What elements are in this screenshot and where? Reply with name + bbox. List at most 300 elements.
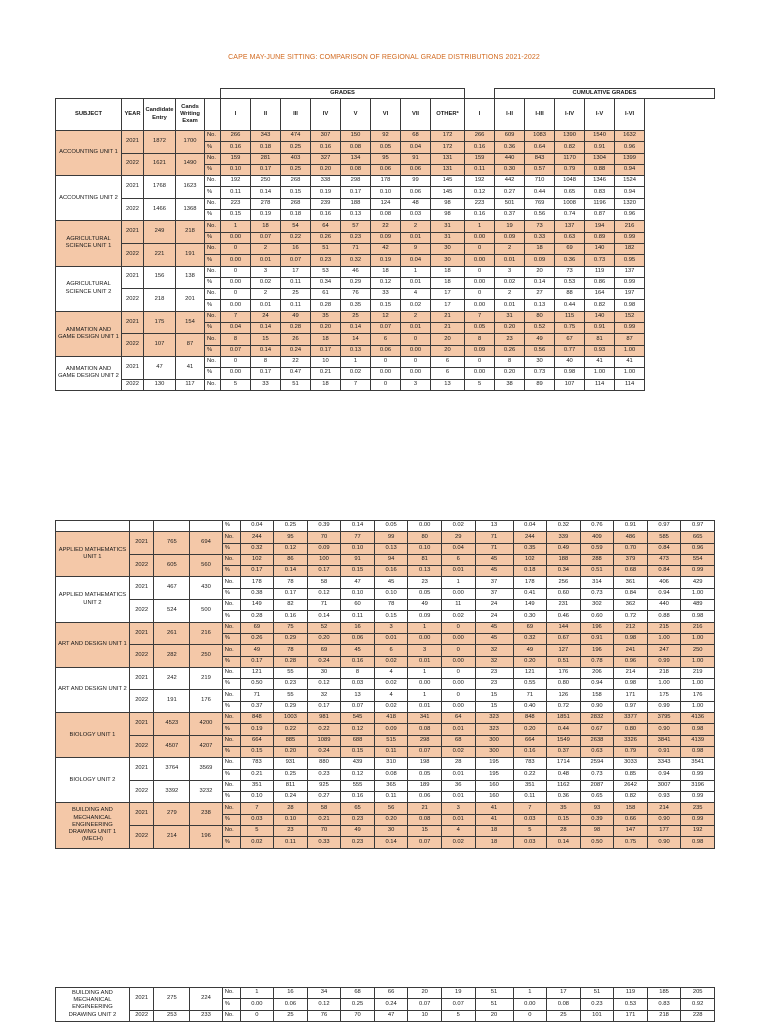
value-cell: 58 xyxy=(307,803,341,814)
value-cell: 0.29 xyxy=(274,633,308,644)
table-row xyxy=(56,243,715,254)
value-cell: 0.15 xyxy=(281,187,311,198)
value-cell: 300 xyxy=(475,735,513,746)
value-cell: 71 xyxy=(341,243,371,254)
value-cell: 0.98 xyxy=(681,724,715,735)
value-cell: 0.15 xyxy=(221,210,251,221)
value-cell: 0.20 xyxy=(495,323,525,334)
value-cell: 0.00 xyxy=(408,521,442,532)
value-cell: 3326 xyxy=(614,735,648,746)
row-label: No. xyxy=(205,356,221,367)
value-cell: 2832 xyxy=(580,713,614,724)
value-cell: 0.17 xyxy=(341,187,371,198)
value-cell: 0.08 xyxy=(408,814,442,825)
value-cell: 0.94 xyxy=(580,679,614,690)
value-cell: 41 xyxy=(475,803,513,814)
value-cell: 18 xyxy=(525,243,555,254)
table-row xyxy=(56,758,715,769)
value-cell: 250 xyxy=(251,176,281,187)
row-label: % xyxy=(222,746,240,757)
value-cell: 49 xyxy=(513,645,547,656)
value-cell: 268 xyxy=(281,198,311,209)
value-cell: 0.08 xyxy=(408,724,442,735)
value-cell: 82 xyxy=(274,600,308,611)
entry-cell: 221 xyxy=(144,243,176,266)
entry-cell: 1621 xyxy=(144,153,176,176)
value-cell: 1399 xyxy=(615,153,645,164)
value-cell: 0.07 xyxy=(341,701,375,712)
value-cell: 0.01 xyxy=(441,792,475,803)
value-cell: 1714 xyxy=(547,758,581,769)
value-cell: 214 xyxy=(614,667,648,678)
value-cell: 1.00 xyxy=(681,588,715,599)
subject-cell: BIOLOGY UNIT 1 xyxy=(56,713,130,758)
value-cell: 0.16 xyxy=(513,746,547,757)
value-cell: 137 xyxy=(555,221,585,232)
writing-cell: 1700 xyxy=(176,131,205,154)
value-cell: 81 xyxy=(585,334,615,345)
value-cell: 0.08 xyxy=(341,142,371,153)
row-label: % xyxy=(222,656,240,667)
value-cell: 0.24 xyxy=(281,345,311,356)
value-cell: 3 xyxy=(441,803,475,814)
value-cell: 1524 xyxy=(615,176,645,187)
value-cell: 0.13 xyxy=(525,300,555,311)
value-cell: 20 xyxy=(431,334,465,345)
value-cell: 0.51 xyxy=(547,656,581,667)
value-cell: 0.94 xyxy=(647,769,681,780)
value-cell: 0.18 xyxy=(251,142,281,153)
writing-cell: 218 xyxy=(176,221,205,244)
value-cell: 288 xyxy=(580,554,614,565)
value-cell: 98 xyxy=(431,210,465,221)
value-cell: 664 xyxy=(240,735,274,746)
value-cell: 65 xyxy=(341,803,375,814)
year-cell: 2022 xyxy=(122,334,144,357)
writing-cell: 1623 xyxy=(176,176,205,199)
header-row xyxy=(56,89,715,99)
row-label: % xyxy=(222,679,240,690)
value-cell: 0.84 xyxy=(647,543,681,554)
value-cell: 71 xyxy=(475,543,513,554)
column-header: I-IV xyxy=(555,99,585,131)
value-cell: 351 xyxy=(513,780,547,791)
column-header: I-III xyxy=(525,99,555,131)
value-cell: 0.24 xyxy=(274,792,308,803)
value-cell: 0.01 xyxy=(408,701,442,712)
value-cell: 55 xyxy=(274,690,308,701)
value-cell: 0.08 xyxy=(547,999,581,1010)
value-cell: 1003 xyxy=(274,713,308,724)
value-cell: 3795 xyxy=(647,713,681,724)
value-cell: 218 xyxy=(647,1010,681,1021)
value-cell: 0.94 xyxy=(615,187,645,198)
value-cell: 1083 xyxy=(525,131,555,142)
value-cell: 99 xyxy=(401,176,431,187)
value-cell: 67 xyxy=(555,334,585,345)
value-cell: 0.48 xyxy=(547,769,581,780)
value-cell: 0.28 xyxy=(311,300,341,311)
writing-cell: 560 xyxy=(190,554,222,577)
entry-cell: 261 xyxy=(154,622,190,645)
value-cell: 0.12 xyxy=(274,543,308,554)
value-cell: 0.90 xyxy=(647,814,681,825)
subject-cell: ANIMATION AND GAME DESIGN UNIT 2 xyxy=(56,356,122,390)
entry-cell: 242 xyxy=(154,667,190,690)
value-cell: 0.11 xyxy=(221,187,251,198)
value-cell: 15 xyxy=(251,334,281,345)
value-cell: 0.44 xyxy=(547,724,581,735)
value-cell: 409 xyxy=(580,532,614,543)
value-cell: 0.24 xyxy=(374,999,408,1010)
value-cell: 0.68 xyxy=(614,566,648,577)
writing-cell: 430 xyxy=(190,577,222,600)
value-cell: 0.91 xyxy=(614,521,648,532)
value-cell: 0.14 xyxy=(374,837,408,848)
value-cell: 0.59 xyxy=(580,543,614,554)
value-cell: 2 xyxy=(401,311,431,322)
value-cell: 0.94 xyxy=(647,588,681,599)
entry-cell: 275 xyxy=(154,988,190,1011)
value-cell: 0.10 xyxy=(341,588,375,599)
value-cell: 1162 xyxy=(547,780,581,791)
subject-cell: BUILDING AND MECHANICAL ENGINEERING DRAWING UNIT 2 xyxy=(56,988,130,1022)
value-cell: 0.07 xyxy=(408,746,442,757)
value-cell: 0.00 xyxy=(465,277,495,288)
year-cell: 2021 xyxy=(129,988,154,1011)
value-cell: 0 xyxy=(401,356,431,367)
value-cell: 196 xyxy=(580,622,614,633)
value-cell: 0.10 xyxy=(374,588,408,599)
value-cell: 0.99 xyxy=(615,323,645,334)
value-cell: 0.00 xyxy=(240,999,274,1010)
value-cell: 0.05 xyxy=(408,769,442,780)
value-cell: 244 xyxy=(240,532,274,543)
value-cell: 0.73 xyxy=(580,588,614,599)
value-cell: 49 xyxy=(408,600,442,611)
value-cell: 91 xyxy=(401,153,431,164)
value-cell: 0.05 xyxy=(408,588,442,599)
value-cell: 0 xyxy=(441,667,475,678)
row-label: % xyxy=(222,701,240,712)
value-cell: 0.57 xyxy=(525,164,555,175)
value-cell: 339 xyxy=(547,532,581,543)
value-cell: 51 xyxy=(311,243,341,254)
value-cell: 1.00 xyxy=(681,656,715,667)
value-cell: 171 xyxy=(614,1010,648,1021)
row-label: No. xyxy=(222,735,240,746)
value-cell: 64 xyxy=(311,221,341,232)
value-cell: 159 xyxy=(221,153,251,164)
row-label: No. xyxy=(222,780,240,791)
value-cell: 5 xyxy=(240,826,274,837)
value-cell: 0.39 xyxy=(307,521,341,532)
value-cell: 1.00 xyxy=(681,701,715,712)
row-label: No. xyxy=(205,311,221,322)
value-cell: 68 xyxy=(441,735,475,746)
value-cell: 0.94 xyxy=(615,164,645,175)
value-cell: 40 xyxy=(555,356,585,367)
row-label: % xyxy=(222,792,240,803)
row-label: No. xyxy=(222,622,240,633)
row-label: No. xyxy=(222,690,240,701)
value-cell: 769 xyxy=(525,198,555,209)
grade-table-3 xyxy=(55,987,715,1022)
row-label: % xyxy=(222,611,240,622)
row-label: % xyxy=(205,368,221,379)
table-row xyxy=(56,1010,715,1021)
value-cell: 0.11 xyxy=(374,792,408,803)
value-cell: 0.13 xyxy=(374,543,408,554)
value-cell: 192 xyxy=(681,826,715,837)
value-cell: 0.82 xyxy=(614,792,648,803)
value-cell: 473 xyxy=(647,554,681,565)
value-cell: 13 xyxy=(475,521,513,532)
value-cell: 0.02 xyxy=(441,837,475,848)
row-label: No. xyxy=(222,758,240,769)
value-cell: 0.56 xyxy=(525,210,555,221)
table-row xyxy=(56,176,715,187)
value-cell: 8 xyxy=(221,334,251,345)
value-cell: 178 xyxy=(240,577,274,588)
value-cell: 0.98 xyxy=(615,300,645,311)
value-cell: 0.56 xyxy=(525,345,555,356)
value-cell: 0.91 xyxy=(585,323,615,334)
value-cell: 0.99 xyxy=(681,792,715,803)
value-cell: 78 xyxy=(274,645,308,656)
value-cell: 2087 xyxy=(580,780,614,791)
writing-cell: 4200 xyxy=(190,713,222,736)
value-cell: 0.04 xyxy=(401,142,431,153)
value-cell: 0.17 xyxy=(251,368,281,379)
value-cell: 30 xyxy=(431,255,465,266)
value-cell: 0.36 xyxy=(555,255,585,266)
value-cell: 0.16 xyxy=(311,142,341,153)
value-cell: 811 xyxy=(274,780,308,791)
column-header: I-II xyxy=(495,99,525,131)
page-title: CAPE MAY-JUNE SITTING: COMPARISON OF REGIONAL GRADE DISTRIBUTIONS 2021-2022 xyxy=(228,54,540,61)
value-cell: 171 xyxy=(614,690,648,701)
value-cell: 70 xyxy=(307,826,341,837)
value-cell: 25 xyxy=(547,1010,581,1021)
value-cell: 0.84 xyxy=(614,588,648,599)
value-cell: 489 xyxy=(681,600,715,611)
value-cell: 0.90 xyxy=(647,724,681,735)
value-cell: 23 xyxy=(274,826,308,837)
value-cell: 0.30 xyxy=(495,164,525,175)
value-cell: 0.21 xyxy=(240,769,274,780)
value-cell: 0.00 xyxy=(441,588,475,599)
value-cell: 37 xyxy=(475,577,513,588)
value-cell: 0.99 xyxy=(681,566,715,577)
value-cell: 1540 xyxy=(585,131,615,142)
grade-table-1 xyxy=(55,88,715,391)
value-cell: 5 xyxy=(221,379,251,390)
value-cell: 23 xyxy=(495,334,525,345)
value-cell: 323 xyxy=(475,713,513,724)
value-cell: 0.02 xyxy=(374,701,408,712)
value-cell: 86 xyxy=(274,554,308,565)
row-label: No. xyxy=(205,198,221,209)
grades-header: GRADES xyxy=(221,89,465,99)
writing-cell: 176 xyxy=(190,690,222,713)
value-cell: 175 xyxy=(647,690,681,701)
value-cell: 2 xyxy=(401,221,431,232)
value-cell: 0.19 xyxy=(240,724,274,735)
value-cell: 0.26 xyxy=(495,345,525,356)
value-cell: 0.17 xyxy=(251,164,281,175)
entry-cell: 1872 xyxy=(144,131,176,154)
year-cell: 2021 xyxy=(122,266,144,289)
value-cell: 0.05 xyxy=(371,142,401,153)
value-cell: 172 xyxy=(431,142,465,153)
value-cell: 115 xyxy=(555,311,585,322)
value-cell: 0.01 xyxy=(441,724,475,735)
value-cell: 137 xyxy=(615,266,645,277)
header-spacer xyxy=(122,89,144,99)
table-row xyxy=(56,577,715,588)
value-cell: 0.97 xyxy=(647,521,681,532)
value-cell: 1 xyxy=(513,988,547,999)
row-label: No. xyxy=(205,334,221,345)
value-cell: 206 xyxy=(580,667,614,678)
value-cell: 585 xyxy=(647,532,681,543)
value-cell: 0.00 xyxy=(401,368,431,379)
value-cell: 0.18 xyxy=(513,566,547,577)
value-cell: 0.09 xyxy=(465,345,495,356)
value-cell: 0.75 xyxy=(555,323,585,334)
value-cell: 0.06 xyxy=(408,792,442,803)
header-spacer xyxy=(144,89,176,99)
value-cell: 0 xyxy=(441,690,475,701)
value-cell: 21 xyxy=(431,311,465,322)
value-cell: 45 xyxy=(475,633,513,644)
entry-cell: 214 xyxy=(154,826,190,849)
value-cell: 0.72 xyxy=(614,611,648,622)
value-cell: 0.53 xyxy=(614,999,648,1010)
value-cell: 17 xyxy=(431,289,465,300)
value-cell: 0.07 xyxy=(251,232,281,243)
value-cell: 7 xyxy=(341,379,371,390)
value-cell: 365 xyxy=(374,780,408,791)
value-cell: 0.63 xyxy=(555,232,585,243)
header-spacer xyxy=(176,89,205,99)
value-cell: 0 xyxy=(371,379,401,390)
column-header: I-VI xyxy=(615,99,645,131)
year-cell: 2021 xyxy=(122,221,144,244)
value-cell: 981 xyxy=(307,713,341,724)
value-cell: 30 xyxy=(431,243,465,254)
value-cell: 149 xyxy=(513,600,547,611)
row-label: % xyxy=(205,300,221,311)
table-row xyxy=(56,379,715,390)
value-cell: 223 xyxy=(221,198,251,209)
year-cell: 2021 xyxy=(129,577,154,600)
value-cell: 0.15 xyxy=(341,746,375,757)
value-cell: 56 xyxy=(374,803,408,814)
value-cell: 0.10 xyxy=(240,792,274,803)
entry-cell: 107 xyxy=(144,334,176,357)
year-cell: 2022 xyxy=(122,243,144,266)
value-cell: 0.12 xyxy=(341,769,375,780)
empty-cell xyxy=(190,521,222,532)
year-cell: 2022 xyxy=(129,645,154,668)
value-cell: 0.00 xyxy=(441,656,475,667)
value-cell: 1 xyxy=(441,577,475,588)
value-cell: 41 xyxy=(615,356,645,367)
value-cell: 0.00 xyxy=(221,277,251,288)
value-cell: 95 xyxy=(371,153,401,164)
value-cell: 18 xyxy=(431,266,465,277)
value-cell: 1346 xyxy=(585,176,615,187)
value-cell: 0.09 xyxy=(525,255,555,266)
row-label: No. xyxy=(222,532,240,543)
value-cell: 107 xyxy=(555,379,585,390)
writing-cell: 87 xyxy=(176,334,205,357)
value-cell: 100 xyxy=(307,554,341,565)
value-cell: 554 xyxy=(681,554,715,565)
value-cell: 1.00 xyxy=(585,368,615,379)
value-cell: 0.00 xyxy=(221,300,251,311)
value-cell: 31 xyxy=(431,221,465,232)
value-cell: 278 xyxy=(251,198,281,209)
subject-cell: ANIMATION AND GAME DESIGN UNIT 1 xyxy=(56,311,122,356)
value-cell: 17 xyxy=(431,300,465,311)
value-cell: 17 xyxy=(547,988,581,999)
value-cell: 0.16 xyxy=(374,566,408,577)
value-cell: 0.14 xyxy=(251,187,281,198)
column-header: II xyxy=(251,99,281,131)
value-cell: 178 xyxy=(513,577,547,588)
value-cell: 250 xyxy=(681,645,715,656)
row-label: No. xyxy=(205,243,221,254)
value-cell: 27 xyxy=(525,289,555,300)
year-cell: 2021 xyxy=(129,532,154,555)
value-cell: 41 xyxy=(585,356,615,367)
value-cell: 314 xyxy=(580,577,614,588)
value-cell: 266 xyxy=(465,131,495,142)
value-cell: 51 xyxy=(281,379,311,390)
value-cell: 35 xyxy=(311,311,341,322)
value-cell: 1 xyxy=(408,622,442,633)
value-cell: 0.15 xyxy=(341,566,375,577)
value-cell: 0.04 xyxy=(513,521,547,532)
value-cell: 0.46 xyxy=(547,611,581,622)
value-cell: 341 xyxy=(408,713,442,724)
value-cell: 101 xyxy=(580,1010,614,1021)
value-cell: 515 xyxy=(374,735,408,746)
value-cell: 0.01 xyxy=(251,255,281,266)
value-cell: 60 xyxy=(341,600,375,611)
value-cell: 58 xyxy=(307,577,341,588)
value-cell: 75 xyxy=(274,622,308,633)
value-cell: 0.34 xyxy=(547,566,581,577)
writing-cell: 216 xyxy=(190,622,222,645)
value-cell: 0.11 xyxy=(341,611,375,622)
grade-table-2 xyxy=(55,520,715,849)
value-cell: 7 xyxy=(221,311,251,322)
value-cell: 0.34 xyxy=(311,277,341,288)
value-cell: 32 xyxy=(475,656,513,667)
value-cell: 3196 xyxy=(681,780,715,791)
column-header: I xyxy=(465,99,495,131)
value-cell: 87 xyxy=(615,334,645,345)
row-label: % xyxy=(205,323,221,334)
value-cell: 0.06 xyxy=(371,164,401,175)
value-cell: 1.00 xyxy=(647,679,681,690)
value-cell: 0.53 xyxy=(555,277,585,288)
value-cell: 24 xyxy=(475,600,513,611)
